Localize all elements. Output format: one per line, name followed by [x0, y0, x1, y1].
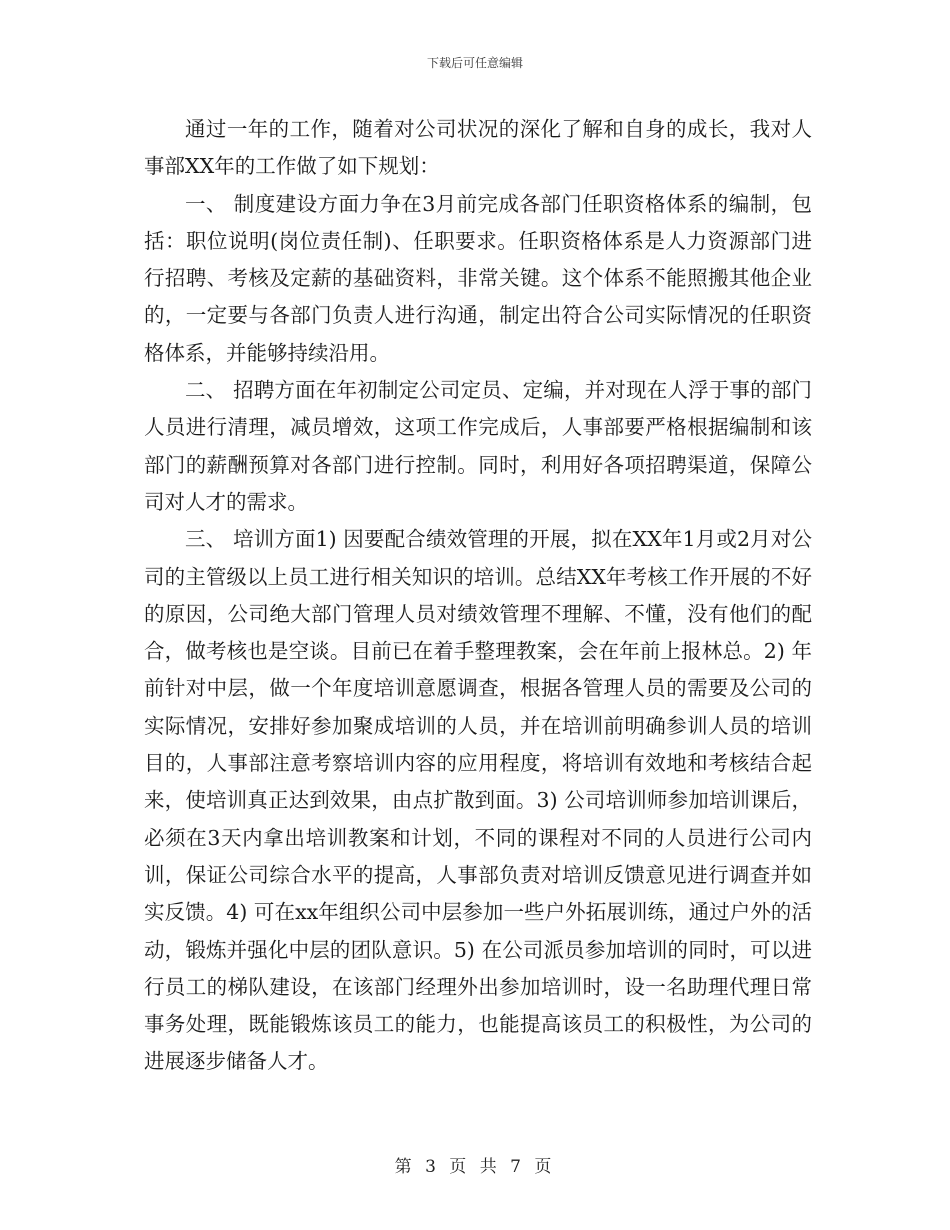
- document-body: [144, 111, 812, 1081]
- page-header: 下载后可任意编辑: [426, 56, 523, 70]
- paragraph-recruitment: 二、 招聘方面在年初制定公司定员、定编，并对现在人浮于事的部门人员进行清理，减员增效，这项工作完成后，人事部要严格根据编制和该部门的薪酬预算对各部门进行控制。同时，利用好各项招聘渠道，保障公司对人才的需求。: [144, 378, 812, 514]
- page-number-footer: 第 3 页 共 7 页: [394, 1157, 556, 1177]
- paragraph-training: 三、 培训方面1) 因要配合绩效管理的开展，拟在XX年1月或2月对公司的主管级以上员工进行相关知识的培训。总结XX年考核工作开展的不好的原因，公司绝大部门管理人员对绩效管理不理解、不懂，没有他们的配合，做考核也是空谈。目前已在着手整理教案，会在年前上报林总。2) 年前针对中层，做一个年度培训意愿调查，根据各管理人员的需要及公司的实际情况，安排好参加聚成培训的人员，并在培训前明确参训人员的培训目的，人事部注意考察培训内容的应用程度，将培训有效地和考核结合起来，使培训真正达到效果，由点扩散到面。3) 公司培训师参加培训课后，必须在3天内拿出培训教案和计划，不同的课程对不同的人员进行公司内训，保证公司综合水平的提高，人事部负责对培训反馈意见进行调查并如实反馈。4) 可在xx年组织公司中层参加一些户外拓展训练，通过户外的活动，锻炼并强化中层的团队意识。5) 在公司派员参加培训的同时，可以进行员工的梯队建设，在该部门经理外出参加培训时，设一名助理代理日常事务处理，既能锻炼该员工的能力，也能提高该员工的积极性，为公司的进展逐步储备人才。: [144, 527, 812, 1074]
- paragraph-intro: 通过一年的工作，随着对公司状况的深化了解和自身的成长，我对人事部XX年的工作做了如下规划：: [144, 117, 812, 179]
- paragraph-system-building: 一、 制度建设方面力争在3月前完成各部门任职资格体系的编制，包括：职位说明(岗位责任制)、任职要求。任职资格体系是人力资源部门进行招聘、考核及定薪的基础资料，非常关键。这个体系不能照搬其他企业的，一定要与各部门负责人进行沟通，制定出符合公司实际情况的任职资格体系，并能够持续沿用。: [144, 191, 812, 365]
